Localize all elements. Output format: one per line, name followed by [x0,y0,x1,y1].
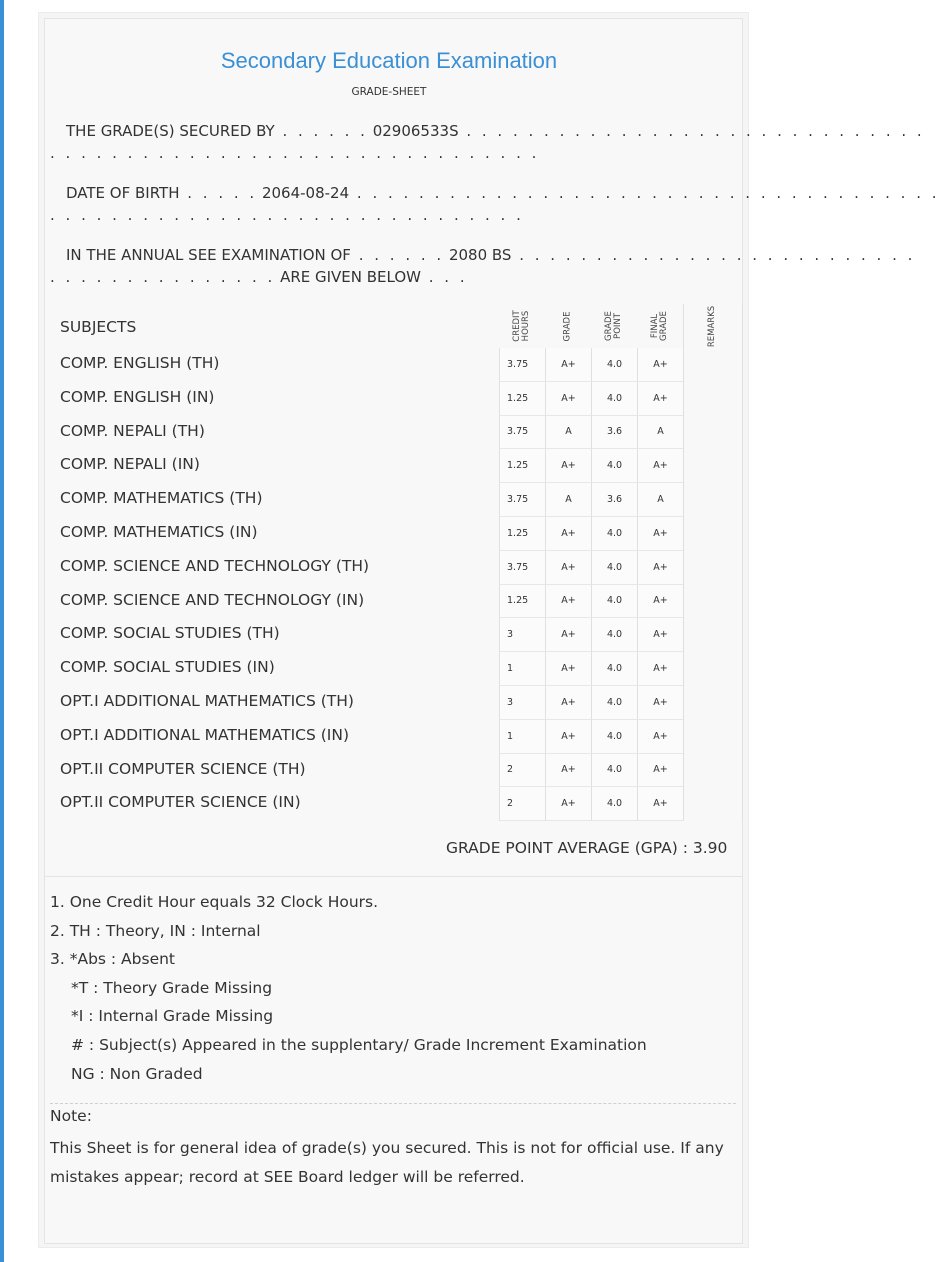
exam-year: 2080 BS [448,246,512,264]
table-row [44,449,743,483]
final-grade-cell: A+ [637,652,683,686]
final-grade-cell: A+ [637,382,683,416]
subject-cell: COMP. MATHEMATICS (TH) [60,489,263,508]
table-row [44,517,743,551]
table-row [44,787,743,821]
dashed-divider [50,1103,736,1104]
final-grade-cell: A+ [637,585,683,619]
credit-hours-cell: 1 [499,720,545,754]
final-grade-cell: A+ [637,686,683,720]
subject-cell: COMP. SCIENCE AND TECHNOLOGY (TH) [60,556,370,575]
grade-point-cell: 4.0 [591,686,637,720]
credit-hours-cell: 3.75 [499,416,545,450]
exam-line: IN THE ANNUAL SEE EXAMINATION OF . . . . . . 2080 BS . . . . . . . . . . . . . . . . . . . . . . . . . . . . . . . . . . . . . . . . . ARE GIVEN BELOW . . . [50,246,916,286]
remarks-cell [683,652,743,686]
grade-cell: A+ [545,585,591,619]
subjects-header: SUBJECTS [60,318,137,336]
grade-point-cell: 4.0 [591,787,637,821]
remarks-header: REMARKS [707,305,718,347]
grade-cell: A+ [545,517,591,551]
final-grade-cell: A [637,416,683,450]
credit-hours-cell: 1.25 [499,382,545,416]
final-grade-cell: A+ [637,449,683,483]
grade-point-cell: 4.0 [591,551,637,585]
grade-cell: A+ [545,652,591,686]
remarks-cell [683,720,743,754]
subject-cell: OPT.II COMPUTER SCIENCE (IN) [60,793,301,812]
grade-point-cell: 4.0 [591,517,637,551]
final-grade-cell: A+ [637,551,683,585]
grade-cell: A+ [545,382,591,416]
grade-cell: A+ [545,720,591,754]
credit-hours-cell: 3.75 [499,551,545,585]
grade-cell: A+ [545,551,591,585]
subject-cell: COMP. NEPALI (TH) [60,421,205,440]
grade-cell: A+ [545,449,591,483]
subject-cell: COMP. NEPALI (IN) [60,455,200,474]
table-row [44,618,743,652]
note-sub-item: NG : Non Graded [71,1064,203,1083]
subject-cell: COMP. ENGLISH (TH) [60,354,220,372]
table-body [44,348,743,821]
final-grade-header: FINAL GRADE [650,311,669,341]
remarks-cell [683,686,743,720]
remarks-cell [683,754,743,788]
note-sub-item: *I : Internal Grade Missing [71,1007,274,1026]
remarks-cell [683,483,743,517]
grade-point-cell: 3.6 [591,483,637,517]
final-grade-cell: A+ [637,720,683,754]
table-row [44,551,743,585]
final-grade-cell: A+ [637,618,683,652]
grade-cell: A+ [545,686,591,720]
credit-hours-cell: 2 [499,754,545,788]
grade-cell: A+ [545,348,591,382]
remarks-cell [683,585,743,619]
grade-cell: A [545,483,591,517]
final-grade-cell: A+ [637,348,683,382]
grade-point-cell: 4.0 [591,348,637,382]
remarks-cell [683,618,743,652]
grade-point-cell: 4.0 [591,720,637,754]
note-title: Note: [50,1107,92,1125]
remarks-cell [683,416,743,450]
secured-by-label: THE GRADE(S) SECURED BY [66,122,275,140]
remarks-cell [683,551,743,585]
note-item: 1. One Credit Hour equals 32 Clock Hours. [50,893,379,911]
note-item: 2. TH : Theory, IN : Internal [50,921,261,940]
table-row [44,754,743,788]
note-sub-item: *T : Theory Grade Missing [71,978,273,997]
gpa-label: GRADE POINT AVERAGE (GPA) : [446,839,688,857]
note-body: This Sheet is for general idea of grade(s) you secured. This is not for official use. If any mistakes appear; record at SEE Board ledger will be referred. [50,1139,724,1186]
dob-value: 2064-08-24 [261,184,350,202]
table-row [44,652,743,686]
subject-cell: COMP. SOCIAL STUDIES (TH) [60,624,280,643]
symbol-number: 02906533S [372,122,459,140]
table-row [44,686,743,720]
grade-point-cell: 4.0 [591,449,637,483]
remarks-cell [683,517,743,551]
page-subtitle: GRADE-SHEET [351,86,427,98]
final-grade-cell: A [637,483,683,517]
grade-point-header: GRADE POINT [604,311,623,341]
legend-notes [50,888,647,1088]
gpa-line [446,839,727,857]
grade-header: GRADE [562,311,573,341]
credit-hours-cell: 3.75 [499,483,545,517]
credit-hours-header: CREDIT HOURS [512,310,531,342]
subject-cell: COMP. MATHEMATICS (IN) [60,522,258,541]
subject-cell: OPT.I ADDITIONAL MATHEMATICS (TH) [60,691,354,710]
gpa-value: 3.90 [692,839,728,857]
table-row [44,720,743,754]
dob-line: DATE OF BIRTH . . . . . 2064-08-24 . . . . . . . . . . . . . . . . . . . . . . . . . . . . . . . . . . . . . . . . . . . . . . . . . . . . . . . . . . . . . . . . . . . . . [50,184,940,224]
dob-label: DATE OF BIRTH [66,184,180,202]
grade-point-cell: 4.0 [591,618,637,652]
grade-point-cell: 4.0 [591,585,637,619]
grade-cell: A+ [545,754,591,788]
credit-hours-cell: 3 [499,686,545,720]
exam-label: IN THE ANNUAL SEE EXAMINATION OF [66,246,351,264]
grade-cell: A+ [545,787,591,821]
table-row [44,382,743,416]
divider [44,876,743,877]
remarks-cell [683,382,743,416]
note-item: 3. *Abs : Absent [50,950,176,969]
credit-hours-cell: 1.25 [499,585,545,619]
remarks-cell [683,449,743,483]
grade-cell: A [545,416,591,450]
grade-point-cell: 3.6 [591,416,637,450]
grade-point-cell: 4.0 [591,652,637,686]
subject-cell: OPT.II COMPUTER SCIENCE (TH) [60,759,306,778]
final-grade-cell: A+ [637,787,683,821]
remarks-cell [683,348,743,382]
page-title: Secondary Education Examination [220,48,558,73]
grade-cell: A+ [545,618,591,652]
subject-cell: COMP. SOCIAL STUDIES (IN) [60,658,275,677]
subject-cell: COMP. SCIENCE AND TECHNOLOGY (IN) [60,590,365,609]
credit-hours-cell: 3 [499,618,545,652]
credit-hours-cell: 3.75 [499,348,545,382]
table-row [44,483,743,517]
credit-hours-cell: 2 [499,787,545,821]
left-accent-bar [0,0,4,1262]
final-grade-cell: A+ [637,517,683,551]
table-row [44,416,743,450]
final-grade-cell: A+ [637,754,683,788]
credit-hours-cell: 1.25 [499,517,545,551]
credit-hours-cell: 1 [499,652,545,686]
credit-hours-cell: 1.25 [499,449,545,483]
remarks-cell [683,787,743,821]
grade-point-cell: 4.0 [591,754,637,788]
table-row [44,348,743,382]
subject-cell: OPT.I ADDITIONAL MATHEMATICS (IN) [60,725,349,744]
note-sub-item: # : Subject(s) Appeared in the supplentary/ Grade Increment Examination [71,1035,647,1054]
subject-cell: COMP. ENGLISH (IN) [60,387,215,406]
table-header-row [44,304,743,348]
table-row [44,585,743,619]
grade-point-cell: 4.0 [591,382,637,416]
grade-table [44,304,743,821]
secured-by-line: THE GRADE(S) SECURED BY . . . . . . 02906533S . . . . . . . . . . . . . . . . . . . . . . . . . . . . . . . . . . . . . . . . . . . . . . . . . . . . . . . . . . . . . . [50,122,925,162]
given-below-label: ARE GIVEN BELOW [280,268,421,286]
